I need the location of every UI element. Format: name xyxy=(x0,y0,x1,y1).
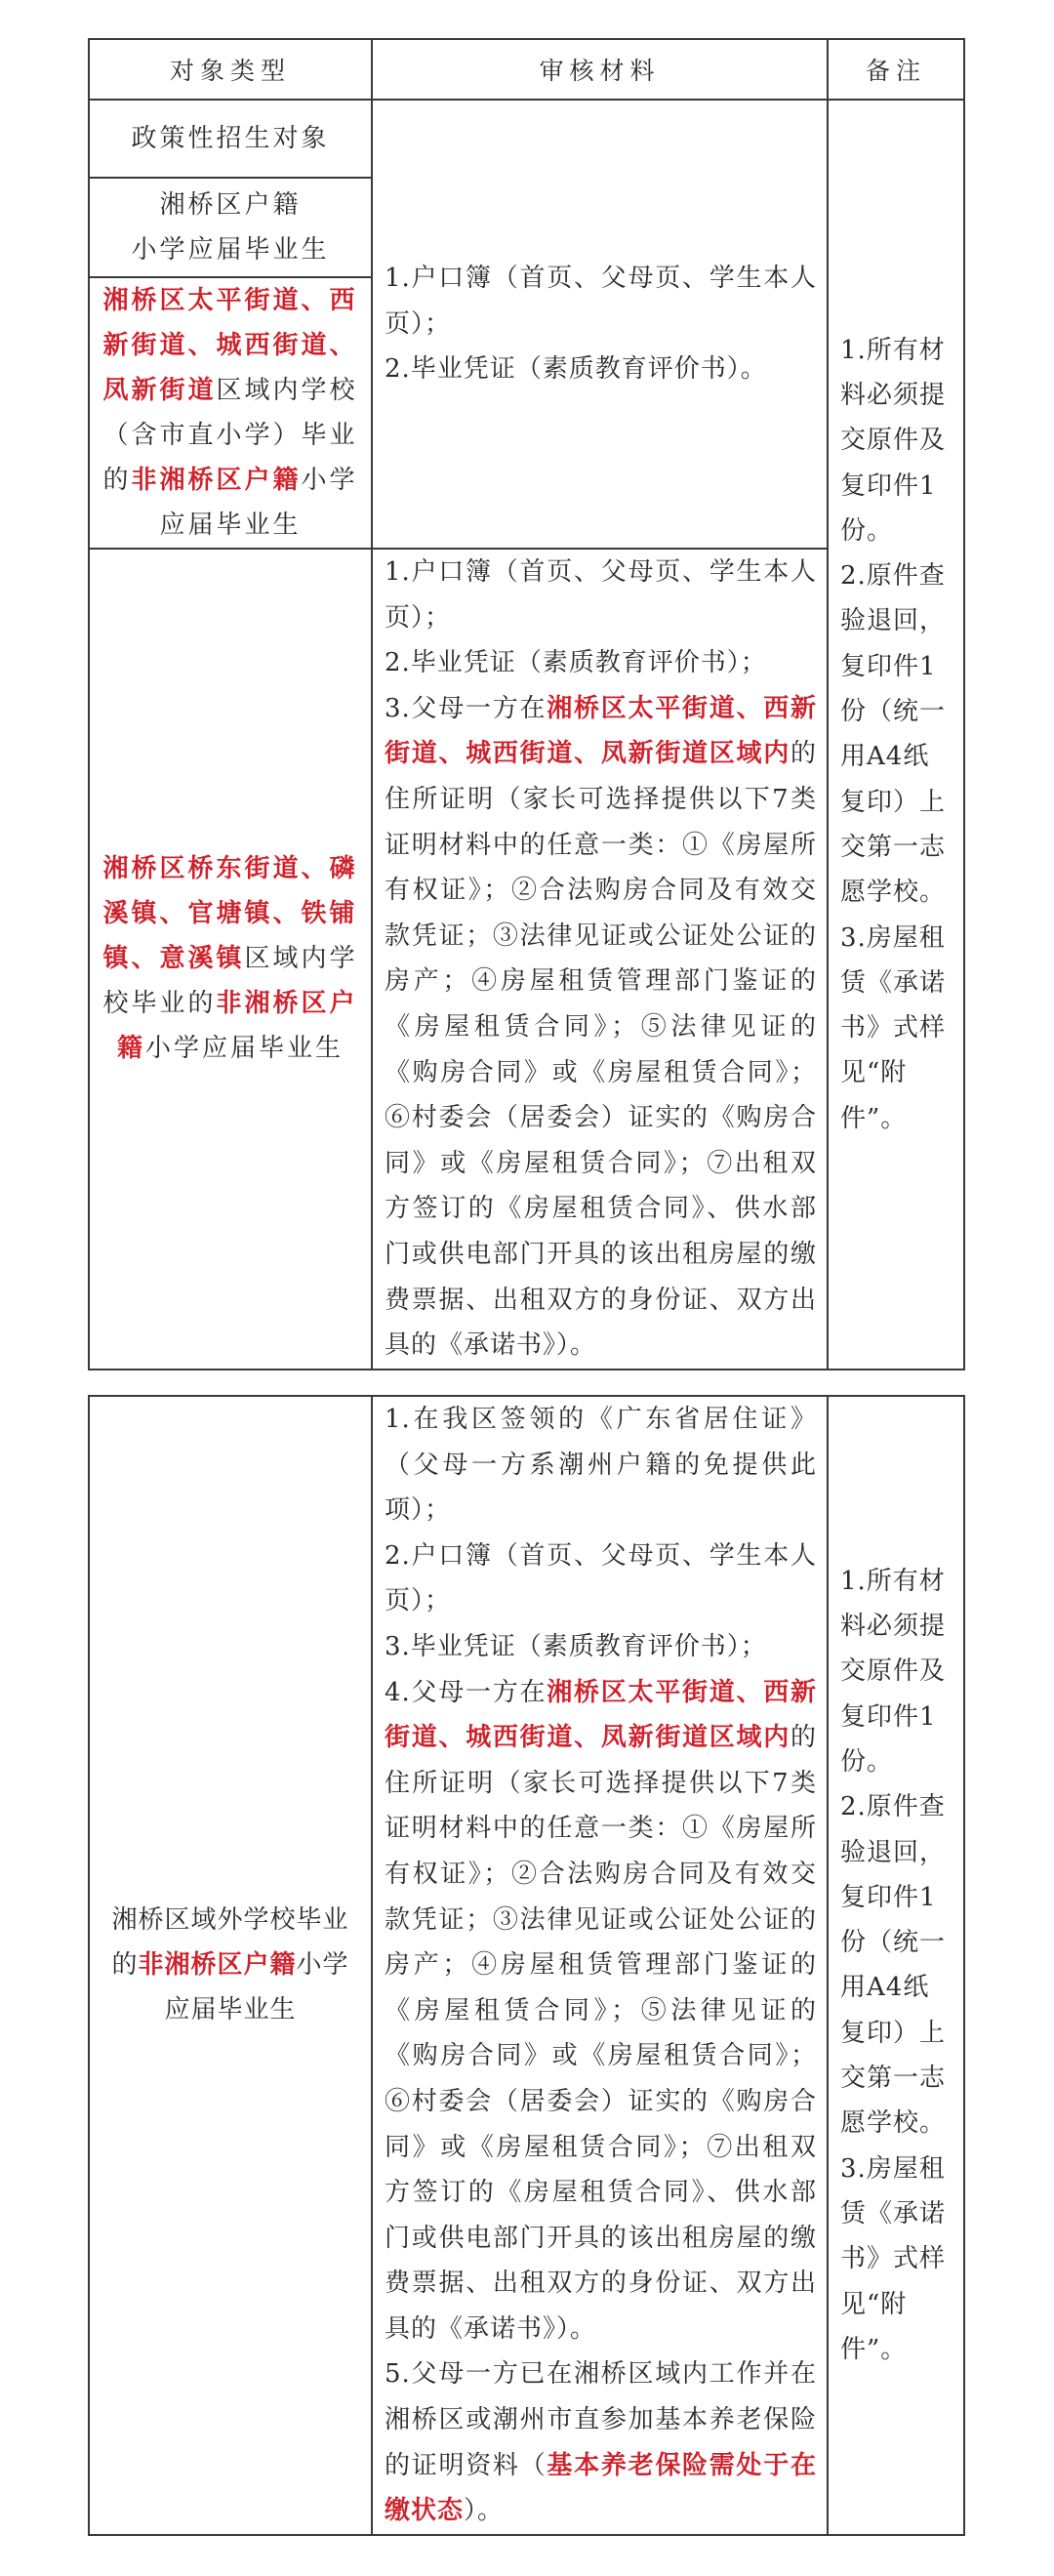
admission-materials-table-2 xyxy=(88,1395,965,2536)
type-outside xyxy=(89,1396,372,2535)
material-text: 5.父母一方已在湘桥区域内工作并在湘桥区或潮州市直参加基本养老保险的证明资料（ xyxy=(385,2359,817,2480)
header-notes: 备注 xyxy=(828,39,964,100)
highlight-text: 湘桥区太平街道、西新街道、城西街道、凤新街道区域内 xyxy=(385,693,817,769)
material-text: ）。 xyxy=(464,2496,505,2526)
type-text: 小学应届毕业生 xyxy=(145,1034,345,1064)
material-item xyxy=(385,1670,817,2352)
note-item: 3.房屋租赁《承诺书》式样见“附件”。 xyxy=(840,2153,947,2364)
type-text: 湘桥区域外学校毕业的 xyxy=(111,1905,349,1981)
material-item: 1.户口簿（首页、父母页、学生本人页）； xyxy=(385,264,817,339)
highlight-text: 非湘桥区户籍 xyxy=(116,989,358,1064)
highlight-text: 非湘桥区户籍 xyxy=(138,1950,297,1981)
highlight-text: 基本养老保险需处于在缴状态 xyxy=(385,2450,817,2526)
table-header-row xyxy=(89,39,964,100)
highlight-text: 湘桥区太平街道、西新街道、城西街道、凤新街道 xyxy=(102,286,358,405)
notes-cell xyxy=(828,100,964,1370)
admission-materials-table-1 xyxy=(88,38,965,1370)
type-line: 湘桥区户籍 xyxy=(159,190,302,220)
type-qiaodong xyxy=(89,549,372,1370)
material-item xyxy=(385,686,817,1369)
highlight-text: 非湘桥区户籍 xyxy=(131,466,302,495)
note-item: 1.所有材料必须提交原件及复印件1份。 xyxy=(840,335,947,546)
notes-cell xyxy=(828,1396,964,2535)
qiaodong-materials-cell xyxy=(372,549,828,1370)
note-item: 2.原件查验退回，复印件1份（统一用A4纸复印）上交第一志愿学校。 xyxy=(840,1792,947,2139)
shared-materials-cell xyxy=(372,100,828,549)
material-item: 2.户口簿（首页、父母页、学生本人页）； xyxy=(385,1540,817,1616)
type-text: 小学应届毕业生 xyxy=(164,1950,349,2025)
material-item: 3.毕业凭证（素质教育评价书）； xyxy=(385,1631,767,1661)
material-item: 1.户口簿（首页、父母页、学生本人页）； xyxy=(385,557,817,633)
outside-materials-cell xyxy=(372,1396,828,2535)
header-object-type: 对象类型 xyxy=(89,39,372,100)
note-item: 3.房屋租赁《承诺书》式样见“附件”。 xyxy=(840,922,947,1133)
type-household xyxy=(89,178,372,277)
table-row xyxy=(89,100,964,178)
material-item xyxy=(385,2351,817,2533)
material-text: 的住所证明（家长可选择提供以下7类证明材料中的任意一类：①《房屋所有权证》；②合法购房合同及有效交款凭证；③法律见证或公证处公证的房产；④房屋租赁管理部门鉴证的《房屋租赁合同》；⑤法律见证的《购房合同》或《房屋租赁合同》；⑥村委会（居委会）证实的《购房合同》或《房屋租赁合同》；⑦出租双方签订的《房屋租赁合同》、供水部门或供电部门开具的该出租房屋的缴费票据、出租双方的身份证、双方出具的《承诺书》）。 xyxy=(385,1723,817,2344)
header-materials: 审核材料 xyxy=(372,39,828,100)
material-item: 1.在我区签领的《广东省居住证》（父母一方系潮州户籍的免提供此项）； xyxy=(385,1405,817,1526)
material-text: 3.父母一方在 xyxy=(385,693,547,723)
type-non-household-inner xyxy=(89,277,372,549)
material-text: 4.父母一方在 xyxy=(385,1677,547,1707)
table-row xyxy=(89,1396,964,2535)
type-policy: 政策性招生对象 xyxy=(89,100,372,178)
highlight-text: 湘桥区桥东街道、磷溪镇、官塘镇、铁铺镇、意溪镇 xyxy=(102,854,358,974)
highlight-text: 湘桥区太平街道、西新街道、城西街道、凤新街道区域内 xyxy=(385,1677,817,1753)
note-item: 1.所有材料必须提交原件及复印件1份。 xyxy=(840,1566,947,1777)
type-line: 小学应届毕业生 xyxy=(131,235,330,265)
note-item: 2.原件查验退回，复印件1份（统一用A4纸复印）上交第一志愿学校。 xyxy=(840,561,947,908)
type-text: 区域内学校毕业的 xyxy=(102,944,358,1019)
type-text: 区域内学校（含市直小学）毕业的 xyxy=(102,376,358,495)
material-item: 2.毕业凭证（素质教育评价书）。 xyxy=(385,354,767,385)
type-text: 小学应届毕业生 xyxy=(159,466,358,540)
material-text: 的住所证明（家长可选择提供以下7类证明材料中的任意一类：①《房屋所有权证》；②合法购房合同及有效交款凭证；③法律见证或公证处公证的房产；④房屋租赁管理部门鉴证的《房屋租赁合同》；⑤法律见证的《购房合同》或《房屋租赁合同》；⑥村委会（居委会）证实的《购房合同》或《房屋租赁合同》；⑦出租双方签订的《房屋租赁合同》、供水部门或供电部门开具的该出租房屋的缴费票据、出租双方的身份证、双方出具的《承诺书》）。 xyxy=(385,739,817,1361)
material-item: 2.毕业凭证（素质教育评价书）； xyxy=(385,648,767,678)
